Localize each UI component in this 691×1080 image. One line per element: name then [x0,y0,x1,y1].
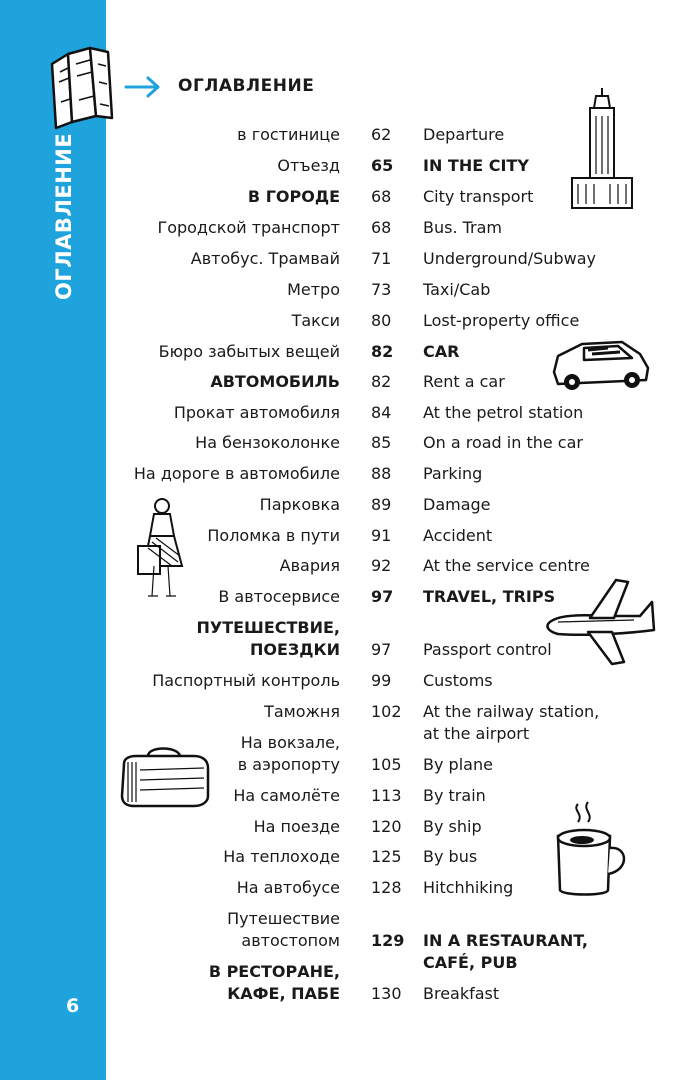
toc-entry-ru: в аэропорту [237,755,340,774]
toc-section-ru: ПУТЕШЕСТВИЕ, [196,618,340,637]
toc-page-number: 65 [371,156,394,175]
toc-entry-en: By train [423,786,486,805]
toc-entry-en: Accident [423,526,493,545]
toc-page-number: 120 [371,817,402,836]
arrow-icon [124,74,162,100]
toc-entry-en: Taxi/Cab [423,280,491,299]
toc-page-number: 73 [371,280,392,299]
toc-section-ru: В ГОРОДЕ [247,187,340,206]
toc-entry-ru: Поломка в пути [207,526,340,545]
toc-section-ru: В РЕСТОРАНЕ, [208,962,340,981]
toc-page-number: 97 [371,587,394,606]
toc-entry-ru: На автобусе [236,878,340,897]
toc-section-en: TRAVEL, TRIPS [423,587,556,606]
toc-entry-ru: На вокзале, [240,733,340,752]
toc-entry-ru: Отъезд [277,156,340,175]
toc-page-number: 99 [371,671,392,690]
toc-entry-en: At the railway station, [423,702,600,721]
toc-entry-en: Damage [423,495,491,514]
toc-page-number: 128 [371,878,402,897]
coffee-cup-icon [552,800,632,900]
toc-page-number: 91 [371,526,392,545]
toc-entry-ru: Такси [291,311,340,330]
toc-section-en: IN THE CITY [423,156,529,175]
sidebar-title: ОГЛАВЛЕНИЕ [52,132,76,300]
toc-entry-ru: Путешествие [227,909,340,928]
duffel-bag-icon [118,744,212,810]
page-number: 6 [66,995,80,1017]
traveler-woman-icon [132,496,192,606]
toc-page-number: 97 [371,640,392,659]
toc-page-number: 88 [371,464,392,483]
books-icon [46,42,118,132]
toc-entry-en: By plane [423,755,493,774]
toc-entry-en: Customs [423,671,493,690]
toc-entry-ru: автостопом [241,931,340,950]
toc-entry-ru: в гостинице [237,125,340,144]
toc-page-number: 89 [371,495,392,514]
toc-entry-ru: Таможня [264,702,340,721]
toc-entry-en: By bus [423,847,478,866]
toc-entry-en: Passport control [423,640,552,659]
toc-section-ru: АВТОМОБИЛЬ [210,372,340,391]
toc-entry-en: Lost-property office [423,311,580,330]
toc-entry-ru: Автобус. Трамвай [190,249,340,268]
toc-page-number: 113 [371,786,402,805]
toc-entry-ru: На самолёте [233,786,340,805]
toc-entry-en: Rent a car [423,372,505,391]
toc-page-number: 85 [371,433,392,452]
toc-entry-ru: Прокат автомобиля [173,403,340,422]
toc-entry-en: Departure [423,125,505,144]
toc-header: ОГЛАВЛЕНИЕ [178,76,315,96]
toc-page-number: 130 [371,984,402,1003]
sidebar [0,0,106,1080]
toc-entry-en: Bus. Tram [423,218,503,237]
toc-entry-en: Underground/Subway [423,249,596,268]
toc-entry-ru: Паспортный контроль [152,671,340,690]
toc-entry-en: By ship [423,817,482,836]
toc-entry-ru: На поезде [253,817,340,836]
toc-entry-ru: Метро [287,280,340,299]
toc-section-ru: ПОЕЗДКИ [249,640,340,659]
toc-entry-en: At the service centre [423,556,590,575]
toc-page-number: 62 [371,125,392,144]
toc-entry-ru: Парковка [259,495,340,514]
toc-entry-ru: Авария [279,556,340,575]
toc-page-number: 84 [371,403,392,422]
toc-entry-en: Parking [423,464,483,483]
toc-entry-en: Hitchhiking [423,878,514,897]
toc-section-en: IN A RESTAURANT, [423,931,588,950]
toc-page-number: 82 [371,342,394,361]
toc-entry-en: City transport [423,187,534,206]
toc-section-ru: КАФЕ, ПАБЕ [227,984,340,1003]
toc-page-number: 68 [371,187,392,206]
toc-entry-en: At the petrol station [423,403,584,422]
toc-section-en: CAR [423,342,460,361]
toc-entry-en: Breakfast [423,984,500,1003]
toc-entry-ru: Городской транспорт [157,218,340,237]
car-icon [548,338,654,394]
toc-entry-ru: На дороге в автомобиле [133,464,340,483]
toc-page-number: 68 [371,218,392,237]
toc-section-en: CAFÉ, PUB [423,953,518,972]
toc-entry-ru: На теплоходе [223,847,340,866]
toc-page-number: 71 [371,249,392,268]
toc-entry-en: at the airport [423,724,530,743]
toc-page-number: 92 [371,556,392,575]
toc-page-number: 125 [371,847,402,866]
toc-page-number: 105 [371,755,402,774]
skyscraper-icon [566,86,638,212]
toc-page-number: 82 [371,372,392,391]
toc-entry-en: On a road in the car [423,433,583,452]
toc-page-number: 80 [371,311,392,330]
toc-page-number: 129 [371,931,405,950]
toc-page-number: 102 [371,702,402,721]
toc-entry-ru: В автосервисе [218,587,340,606]
toc-entry-ru: Бюро забытых вещей [158,342,340,361]
airplane-icon [544,576,658,668]
toc-entry-ru: На бензоколонке [195,433,340,452]
